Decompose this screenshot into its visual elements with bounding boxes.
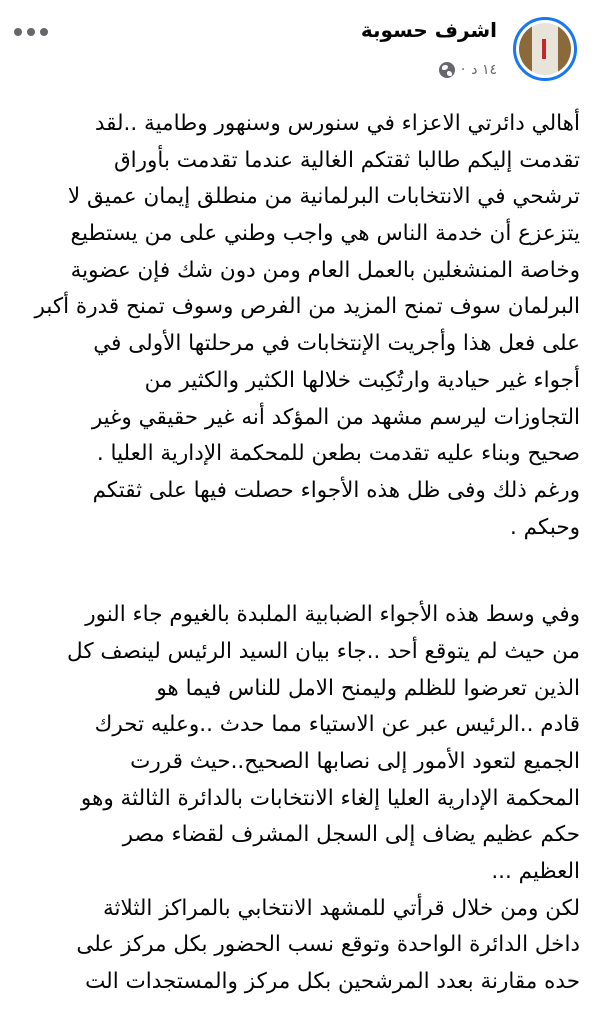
post-text-line: على فعل هذا وأجريت الإنتخابات في مرحلتها الأولى في	[93, 331, 580, 357]
post-text-line: تقدمت إليكم طالبا ثقتكم الغالية عندما تقدمت بأوراق	[114, 147, 580, 173]
post-paragraph	[0, 597, 580, 1001]
post-text-line: الذين تعرضوا للظلم وليمنح الامل للناس فيما هو	[156, 675, 580, 701]
avatar-image	[519, 23, 571, 75]
post-text-line: الجميع لتعود الأمور إلى نصابها الصحيح..حيث قررت	[130, 749, 580, 774]
post-body	[0, 106, 580, 1001]
author-name[interactable]: اشرف حسوبة	[360, 18, 497, 42]
post-text-line: ورغم ذلك وفى ظل هذه الأجواء حصلت فيها على ثقتكم	[92, 477, 580, 503]
post-paragraph	[0, 106, 580, 546]
post-text-line: وحبكم .	[509, 514, 580, 540]
post-text-line: وخاصة المنشغلين بالعمل العام ومن دون شك فإن عضوية	[70, 257, 580, 283]
post-text-line: العظيم ...	[491, 859, 580, 885]
post-text-line: حكم عظيم يضاف إلى السجل المشرف لقضاء مصر	[122, 822, 580, 848]
post-text-line: لكن ومن خلال قرأتي للمشهد الانتخابي بالمراكز الثلاثة	[103, 895, 580, 921]
more-dots-icon	[14, 28, 22, 36]
post-text-line: صحيح وبناء عليه تقدمت بطعن للمحكمة الإدارية العليا .	[96, 441, 580, 467]
post-meta	[439, 62, 497, 78]
post-text-line: حده مقارنة بعدد المرشحين بكل مركز والمستجدات الت	[85, 969, 580, 995]
post-text-line: البرلمان سوف تمنح المزيد من الفرص وسوف تمنح قدرة أكبر	[34, 294, 580, 320]
post-text-line: وفي وسط هذه الأجواء الضبابية الملبدة بالغيوم جاء النور	[85, 602, 580, 628]
globe-icon[interactable]	[439, 62, 455, 78]
post-text-line: التجاوزات ليرسم مشهد من المؤكد أنه غير حقيقي وغير	[91, 404, 580, 430]
post-text-line: أهالي دائرتي الاعزاء في سنورس وسنهور وطامية ..لقد	[94, 111, 580, 136]
more-options-button[interactable]	[14, 28, 48, 36]
more-dots-icon	[40, 28, 48, 36]
post-text-line: يتزعزع أن خدمة الناس هي واجب وطني على من يستطيع	[70, 221, 580, 247]
meta-separator: ·	[460, 62, 466, 78]
author-avatar[interactable]	[513, 17, 577, 81]
post-text-line: قادم ..الرئيس عبر عن الاستياء مما حدث ..وعليه تحرك	[94, 712, 580, 738]
more-dots-icon	[27, 28, 35, 36]
post-text-line: من حيث لم يتوقع أحد ..جاء بيان السيد الرئيس لينصف كل	[67, 638, 580, 664]
post-text-line: أجواء غير حيادية وارتُكِبت خلالها الكثير والكثير من	[144, 367, 580, 393]
post-text-line: المحكمة الإدارية العليا إلغاء الانتخابات بالدائرة الثالثة وهو	[80, 785, 580, 811]
post-time[interactable]: ١٤ د	[471, 62, 497, 78]
post-text-line: داخل الدائرة الواحدة وتوقع نسب الحضور بكل مركز على	[76, 932, 580, 958]
post-text-line: ترشحي في الانتخابات البرلمانية من منطلق إيمان عميق لا	[67, 184, 580, 210]
